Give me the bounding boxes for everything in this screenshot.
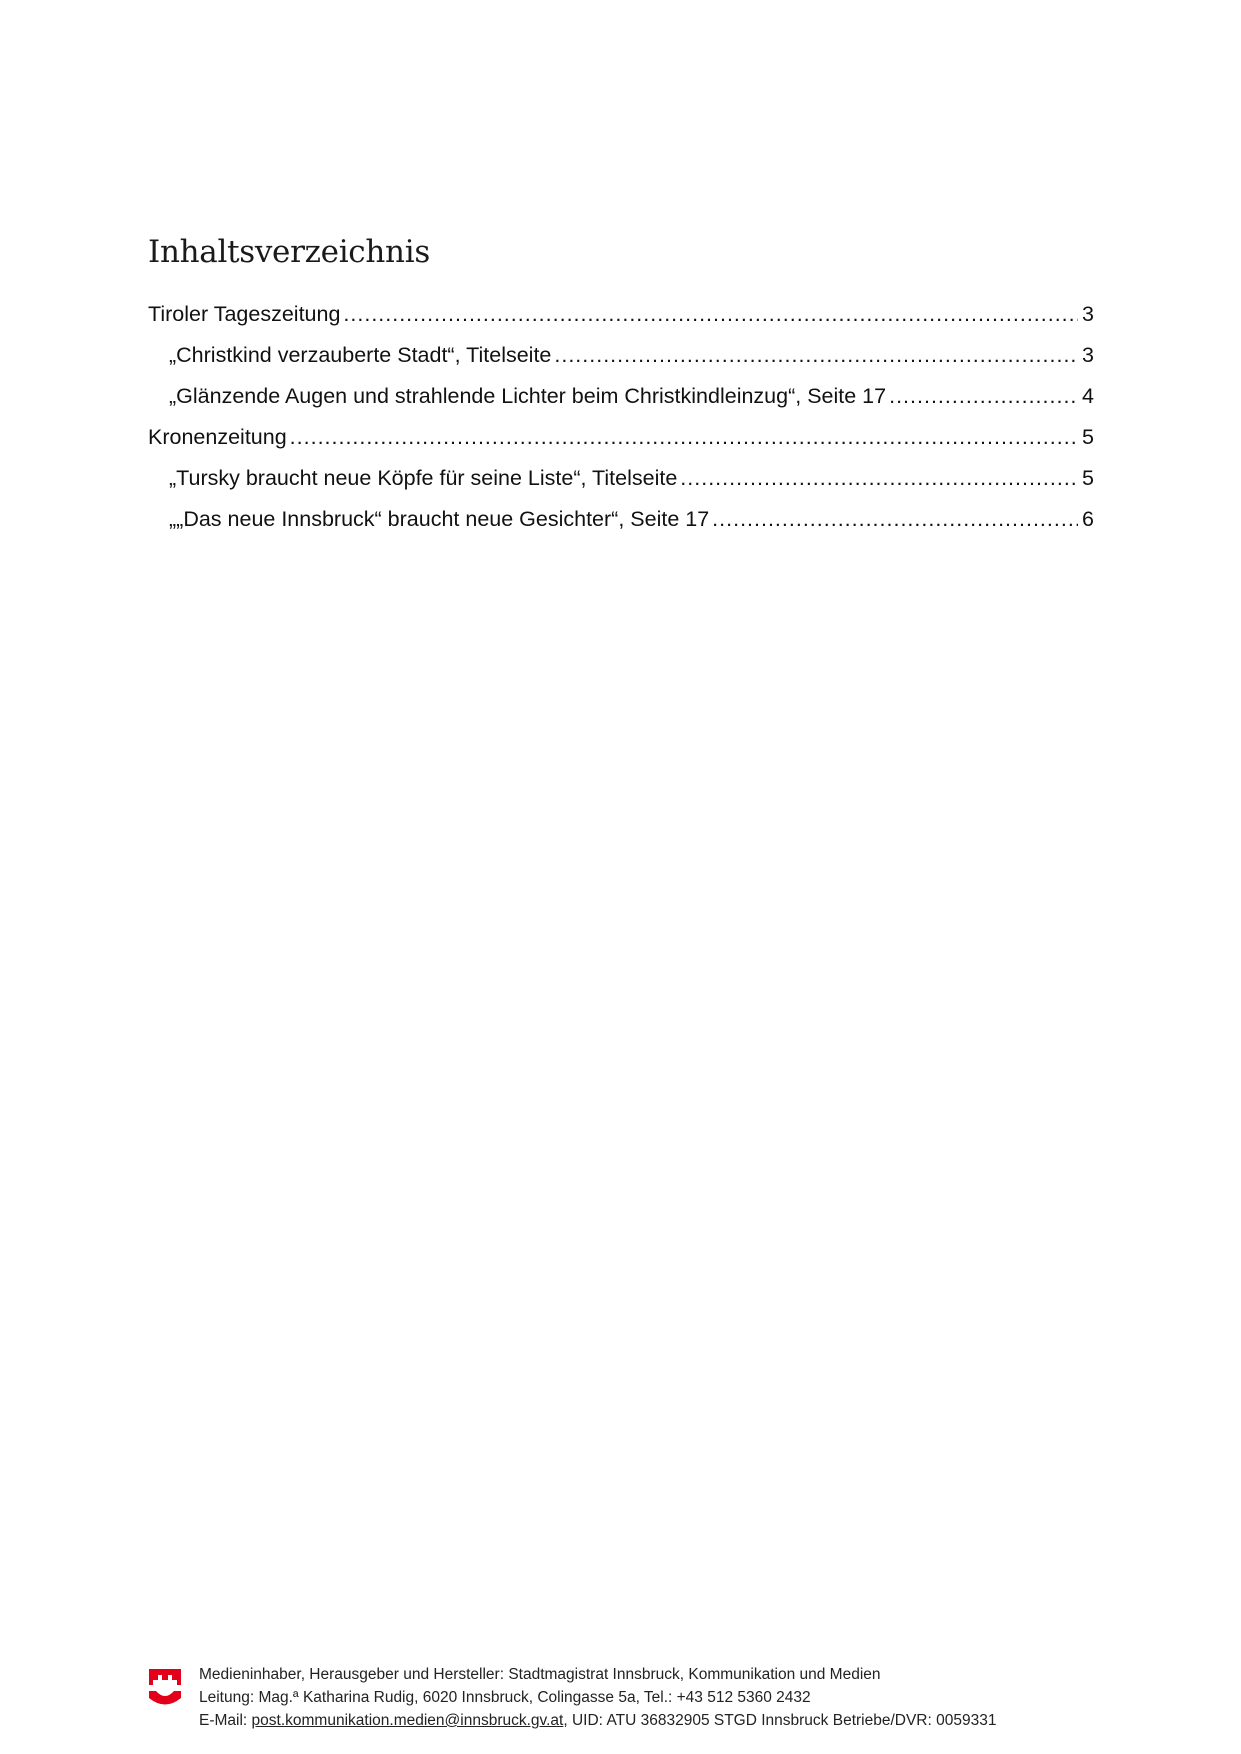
dot-leader — [680, 466, 1078, 491]
toc-entry-kronenzeitung[interactable] — [148, 425, 1094, 466]
toc-entry-label: Tiroler Tageszeitung — [148, 302, 341, 326]
page-footer — [148, 1663, 1108, 1733]
toc-entry-christkind-verzauberte-stadt[interactable] — [148, 343, 1094, 384]
footer-uid: , UID: ATU 36832905 STGD Innsbruck Betriebe/DVR: 0059331 — [563, 1712, 997, 1729]
toc-entry-label: Kronenzeitung — [148, 425, 287, 449]
toc-entry-label: „„Das neue Innsbruck“ braucht neue Gesichter“, Seite 17 — [169, 507, 710, 531]
toc-entry-glaenzende-augen[interactable] — [148, 384, 1094, 425]
footer-line-publisher: Medieninhaber, Herausgeber und Hersteller: Stadtmagistrat Innsbruck, Kommunikation und Medien — [199, 1666, 881, 1683]
dot-leader — [712, 507, 1078, 532]
toc-entry-page: 3 — [1082, 302, 1094, 326]
toc-entry-label: „Christkind verzauberte Stadt“, Titelseite — [169, 343, 552, 367]
toc-title: Inhaltsverzeichnis — [148, 234, 430, 270]
dot-leader — [889, 384, 1078, 409]
dot-leader — [343, 302, 1078, 327]
footer-line-contact — [199, 1709, 996, 1732]
toc-entry-page: 5 — [1082, 466, 1094, 490]
innsbruck-coat-of-arms-icon — [148, 1665, 182, 1711]
table-of-contents — [148, 302, 1094, 548]
toc-entry-tiroler-tageszeitung[interactable] — [148, 302, 1094, 343]
toc-entry-page: 5 — [1082, 425, 1094, 449]
toc-entry-label: „Glänzende Augen und strahlende Lichter beim Christkindleinzug“, Seite 17 — [169, 384, 887, 408]
toc-entry-tursky-braucht-neue-koepfe[interactable] — [148, 466, 1094, 507]
email-prefix: E-Mail: — [199, 1712, 252, 1729]
dot-leader — [554, 343, 1078, 368]
footer-line-management: Leitung: Mag.ª Katharina Rudig, 6020 Innsbruck, Colingasse 5a, Tel.: +43 512 5360 2432 — [199, 1689, 811, 1706]
footer-imprint — [199, 1663, 996, 1732]
toc-entry-page: 4 — [1082, 384, 1094, 408]
toc-entry-label: „Tursky braucht neue Köpfe für seine Liste“, Titelseite — [169, 466, 678, 490]
email-link[interactable]: post.kommunikation.medien@innsbruck.gv.at — [251, 1712, 564, 1729]
dot-leader — [290, 425, 1078, 450]
toc-entry-das-neue-innsbruck[interactable] — [148, 507, 1094, 548]
toc-entry-page: 6 — [1082, 507, 1094, 531]
toc-entry-page: 3 — [1082, 343, 1094, 367]
